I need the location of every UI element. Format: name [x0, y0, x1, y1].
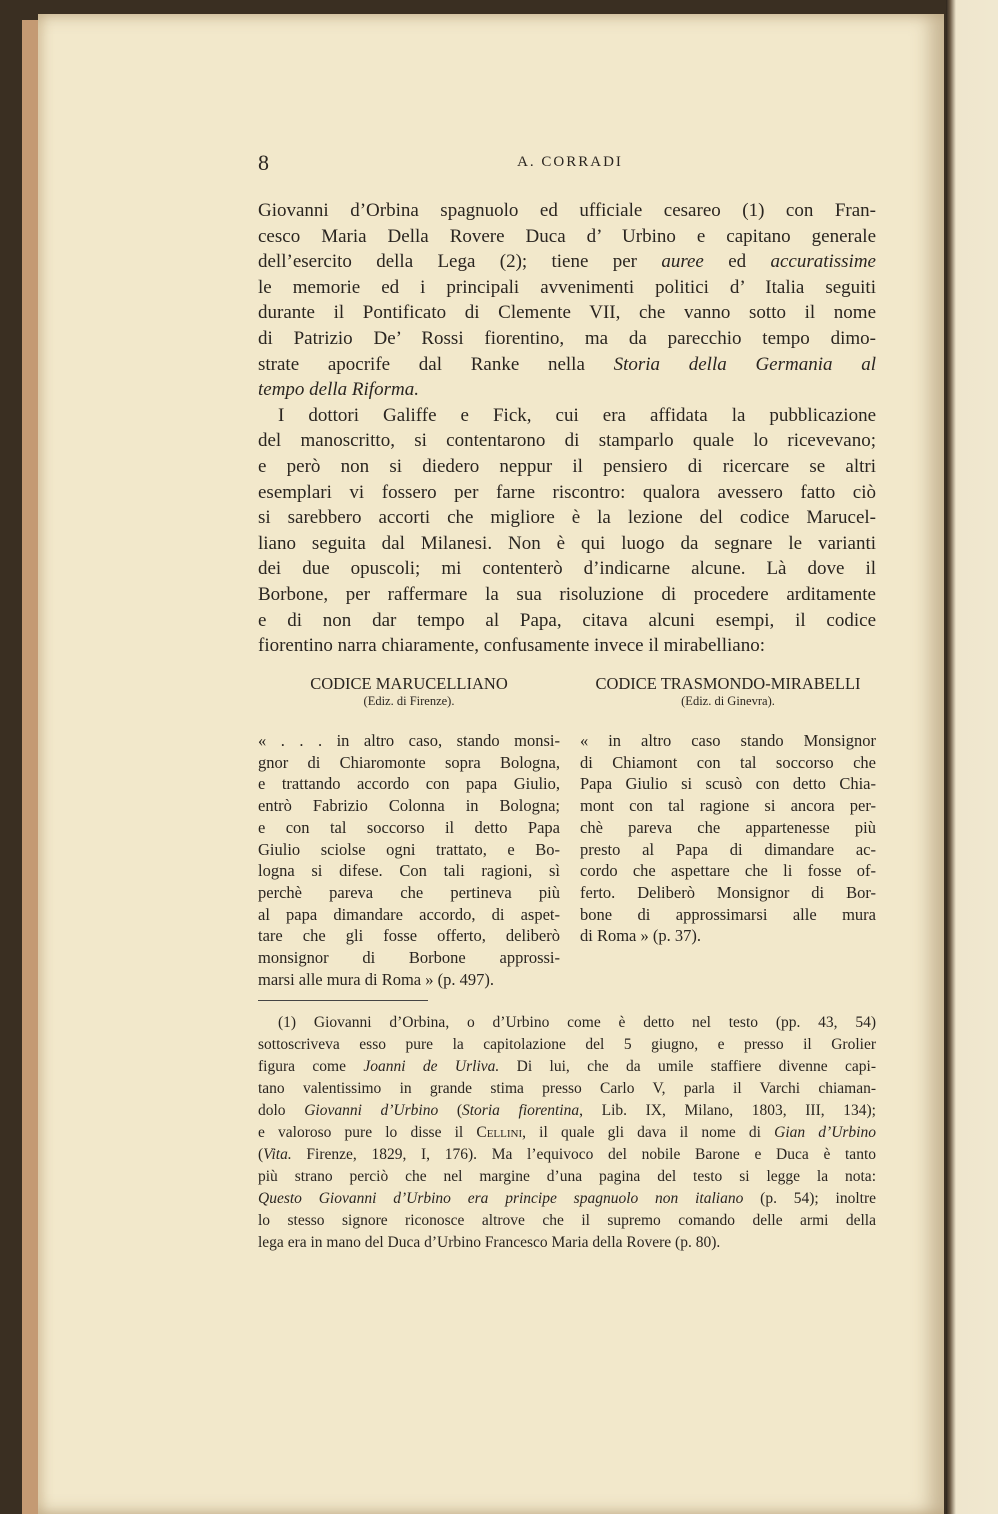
text-line [258, 904, 560, 926]
text-line [258, 608, 876, 634]
italic-text: Joanni de Urliva. [363, 1058, 500, 1075]
left-column-text [258, 730, 560, 990]
italic-text: Storia della Germania al [613, 353, 876, 375]
text-line [258, 352, 876, 378]
text-run: Papa Giulio si scusò con detto Chia- [580, 774, 876, 794]
text-line [580, 925, 876, 947]
text-run: dolo [258, 1102, 305, 1119]
text-run: di Chiamont con tal soccorso che [580, 752, 876, 772]
text-run: perchè pareva che pertineva più [258, 882, 560, 902]
text-line [258, 505, 876, 531]
text-run: Giulio sciolse ogni trattato, e Bo- [258, 839, 560, 859]
text-run: e trattando accordo con papa Giulio, [258, 774, 560, 794]
text-line [258, 224, 876, 250]
text-line [580, 795, 876, 817]
text-line [258, 817, 560, 839]
text-run: al papa dimandare accordo, di aspet- [258, 904, 560, 924]
text-line [258, 1122, 876, 1144]
left-column-heading [258, 674, 560, 709]
text-line [258, 860, 560, 882]
text-run: presto al Papa di dimandare ac- [580, 839, 876, 859]
text-run: del manoscritto, si contentarono di stamparlo quale lo ricevevano; [258, 430, 876, 452]
text-line [580, 730, 876, 752]
text-run: le memorie ed i principali avvenimenti politici d’ Italia seguiti [258, 276, 876, 298]
text-run: e di non dar tempo al Papa, citava alcuni esempi, il codice [258, 609, 876, 631]
text-line [258, 531, 876, 557]
left-column-subtitle: (Ediz. di Firenze). [363, 694, 455, 708]
text-line [258, 403, 876, 429]
text-line [258, 1078, 876, 1100]
text-run: più strano perciò che nel margine d’una pagina del testo si legge la nota: [258, 1168, 876, 1185]
text-run: Giovanni d’Orbina spagnuolo ed ufficiale cesareo (1) con Fran- [258, 200, 876, 221]
text-run: cesco Maria Della Rovere Duca d’ Urbino e capitano generale [258, 225, 876, 247]
text-run: (1) Giovanni d’Orbina, o d’Urbino come è detto nel testo (pp. 43, 54) [278, 1014, 876, 1031]
text-line [258, 1144, 876, 1166]
italic-text: Storia fiorentina [462, 1102, 580, 1119]
text-line [258, 1012, 876, 1034]
text-line [258, 1056, 876, 1078]
italic-text: Questo Giovanni d’Urbino era principe spagnuolo non italiano [258, 1190, 744, 1207]
text-run: di Roma » (p. 37). [580, 926, 701, 946]
text-line [258, 1188, 876, 1210]
text-run: ferto. Deliberò Monsignor di Bor- [580, 882, 876, 902]
text-line [258, 326, 876, 352]
text-run: I dottori Galiffe e Fick, cui era affidata la pubblicazione [278, 404, 876, 426]
text-line [580, 752, 876, 774]
text-line [258, 773, 560, 795]
right-column-text [580, 730, 876, 947]
next-page-edge [946, 0, 998, 1514]
text-run: chè pareva che appartenesse più [580, 817, 876, 837]
text-run: tano valentissimo in grande stima presso Carlo V, parla il Varchi chiaman- [258, 1080, 876, 1097]
text-run: dell’esercito della Lega (2); tiene per [258, 251, 662, 273]
text-run: fiorentino narra chiaramente, confusamente invece il mirabelliano: [258, 635, 765, 657]
text-run: , il quale gli dava il nome di [522, 1124, 775, 1141]
text-run: dei due opuscoli; mi contenterò d’indicarne alcune. Là dove il [258, 558, 876, 580]
text-line [258, 730, 560, 752]
text-run: entrò Fabrizio Colonna in Bologna; [258, 796, 560, 816]
text-line [258, 1034, 876, 1056]
text-run: mont con tal ragione si ancora per- [580, 796, 876, 816]
text-line [258, 198, 876, 224]
text-run: esemplari vi fossero per farne riscontro: qualora avessero fatto ciò [258, 481, 876, 503]
text-run: lo stesso signore riconosce altrove che il supremo comando delle armi della [258, 1212, 876, 1229]
text-line [580, 882, 876, 904]
small-caps-text: Cellini [476, 1124, 523, 1141]
text-line [258, 480, 876, 506]
text-line [258, 1232, 876, 1254]
text-run: di Patrizio De’ Rossi fiorentino, ma da parecchio tempo dimo- [258, 327, 876, 349]
text-run: Firenze, 1829, I, 176). Ma l’equivoco del nobile Barone e Duca è tanto [291, 1146, 876, 1163]
text-run: si sarebbero accorti che migliore è la lezione del codice Marucel- [258, 507, 876, 529]
text-line [258, 752, 560, 774]
text-line [258, 633, 876, 659]
right-column-heading [580, 674, 876, 709]
text-run: ed [703, 251, 771, 273]
text-line [258, 454, 876, 480]
text-run: logna si difese. Con tali ragioni, sì [258, 861, 560, 881]
body-text [258, 198, 876, 659]
text-run: durante il Pontificato di Clemente VII, che vanno sotto il nome [258, 302, 876, 324]
right-column-title: CODICE TRASMONDO-MIRABELLI [595, 674, 861, 693]
left-column-title: CODICE MARUCELLIANO [310, 674, 508, 693]
text-run: lega era in mano del Duca d’Urbino Francesco Maria della Rovere (p. 80). [258, 1234, 721, 1251]
text-run: e però non si diedero neppur il pensiero di ricercare se altri [258, 455, 876, 477]
text-run: tare che gli fosse offerto, deliberò [258, 926, 560, 946]
text-line [580, 773, 876, 795]
text-line [258, 882, 560, 904]
text-line [258, 249, 876, 275]
text-line [258, 428, 876, 454]
text-run: e valoroso pure lo disse il [258, 1124, 477, 1141]
italic-text: Gian d’Urbino [774, 1124, 876, 1141]
text-line [580, 817, 876, 839]
text-line [580, 860, 876, 882]
text-line [258, 947, 560, 969]
italic-text: Vita. [263, 1146, 292, 1163]
italic-text: auree [661, 251, 704, 273]
text-run: ( [258, 1146, 264, 1163]
text-line [258, 1166, 876, 1188]
text-line [258, 556, 876, 582]
text-line [258, 377, 876, 403]
text-run: monsignor di Borbone approssi- [258, 948, 560, 968]
text-line [258, 795, 560, 817]
italic-text: Giovanni d’Urbino [304, 1102, 439, 1119]
text-run: strate apocrife dal Ranke nella [258, 353, 614, 375]
text-line [258, 582, 876, 608]
text-line [258, 300, 876, 326]
text-line [258, 925, 560, 947]
text-run: gnor di Chiaromonte sopra Bologna, [258, 752, 560, 772]
text-line [258, 1100, 876, 1122]
text-line [580, 904, 876, 926]
text-line [258, 275, 876, 301]
text-run: « . . . in altro caso, stando monsi- [258, 731, 560, 750]
text-line [258, 969, 560, 991]
text-line [258, 1210, 876, 1232]
footnote-rule [258, 1000, 428, 1001]
text-run: Di lui, che da umile staffiere divenne capi- [499, 1058, 876, 1075]
text-run: ( [438, 1102, 462, 1119]
italic-text: tempo della Riforma. [258, 379, 419, 401]
text-run: liano seguita dal Milanesi. Non è qui luogo da segnare le varianti [258, 532, 876, 554]
italic-text: accuratissime [770, 251, 876, 273]
text-run: , Lib. IX, Milano, 1803, III, 134); [579, 1102, 876, 1119]
page-number: 8 [258, 150, 269, 175]
text-run: Borbone, per raffermare la sua risoluzione di procedere arditamente [258, 583, 876, 605]
running-head: A. CORRADI [517, 154, 623, 170]
right-column-subtitle: (Ediz. di Ginevra). [681, 694, 775, 708]
footnotes [258, 1012, 876, 1254]
text-run: « in altro caso stando Monsignor [580, 731, 876, 750]
text-run: sottoscriveva esso pure la capitolazione del 5 giugno, e presso il Grolier [258, 1036, 876, 1053]
text-line [580, 839, 876, 861]
text-run: figura come [258, 1058, 364, 1075]
text-run: bone di approssimarsi alle mura [580, 904, 876, 924]
text-line [258, 839, 560, 861]
text-run: cordo che aspettare che li fosse of- [580, 861, 876, 881]
text-run: e con tal soccorso il detto Papa [258, 817, 560, 837]
text-run: (p. 54); inoltre [743, 1190, 877, 1207]
text-run: marsi alle mura di Roma » (p. 497). [258, 969, 494, 989]
